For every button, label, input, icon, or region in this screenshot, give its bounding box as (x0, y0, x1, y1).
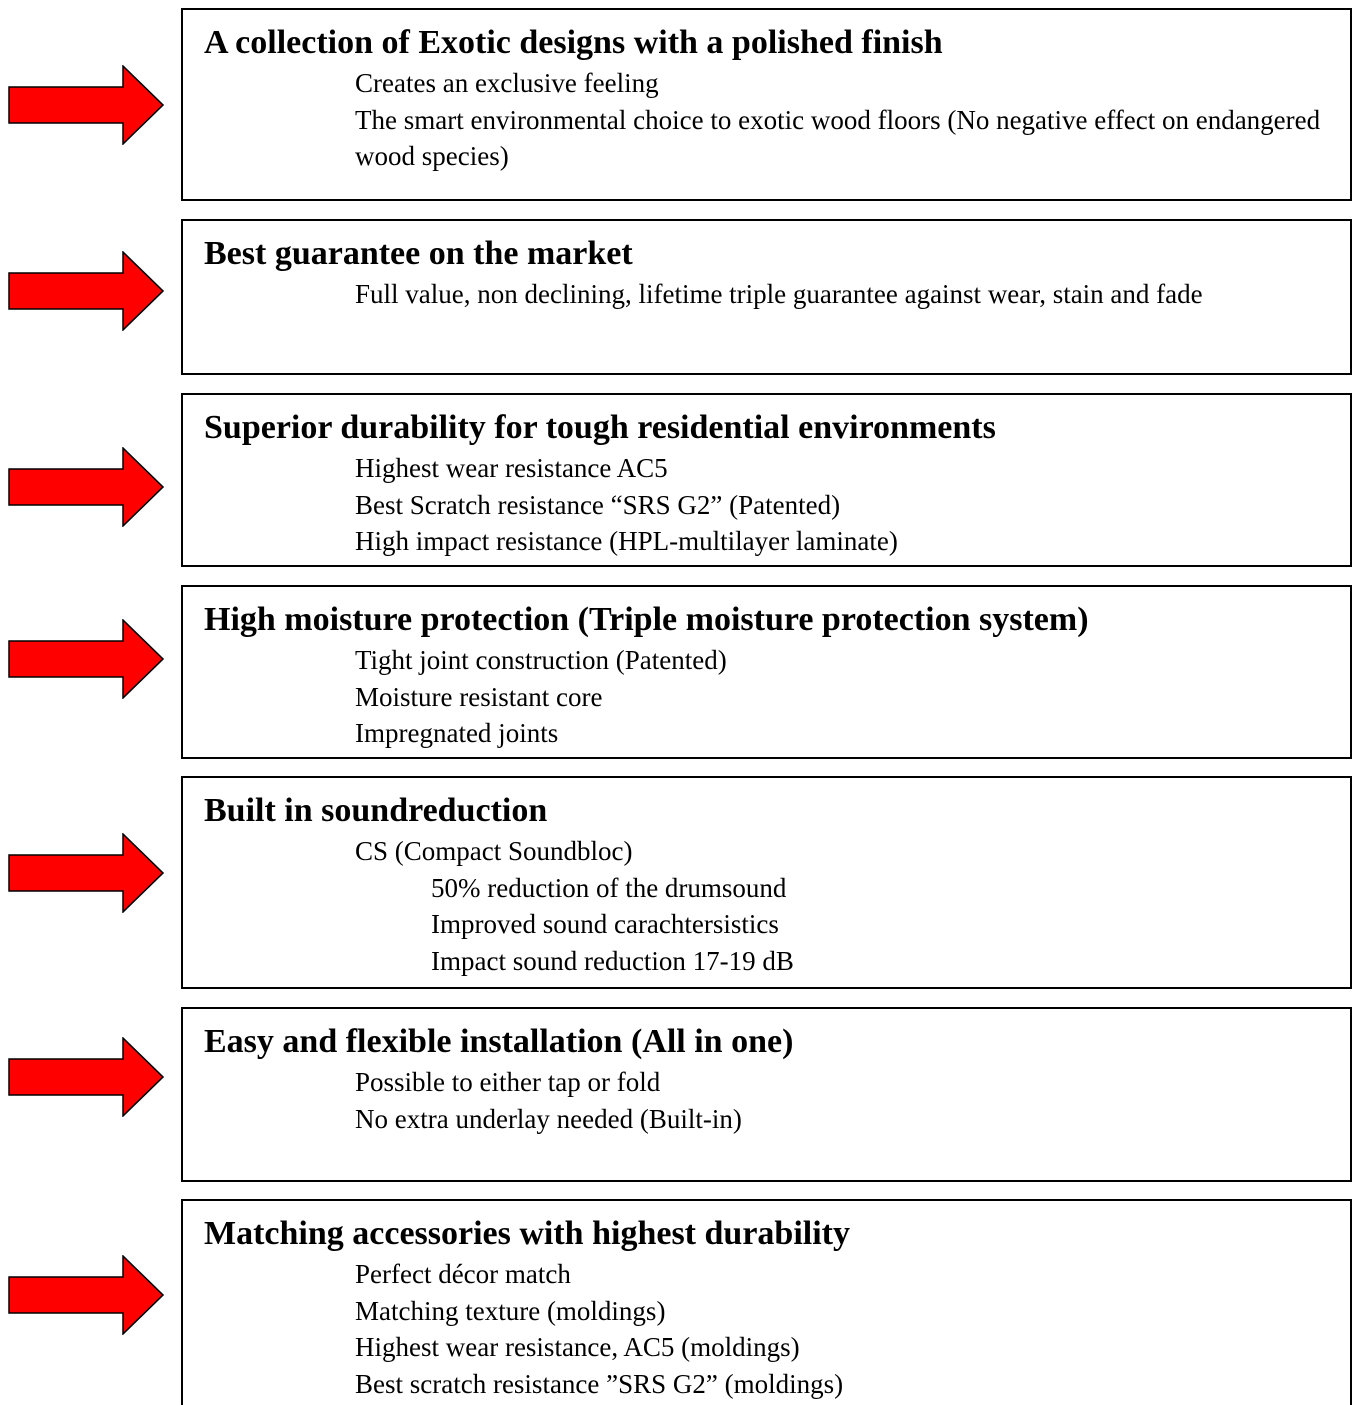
feature-box (181, 776, 1352, 989)
feature-heading: Matching accessories with highest durability (204, 1215, 850, 1252)
feature-heading: High moisture protection (Triple moisture protection system) (204, 601, 1089, 638)
right-arrow-icon (8, 833, 164, 913)
feature-item: Impregnated joints (355, 718, 559, 748)
right-arrow-icon (8, 251, 164, 331)
feature-subitem: Improved sound carachtersistics (431, 909, 779, 939)
feature-item: Highest wear resistance AC5 (355, 453, 668, 483)
feature-item: CS (Compact Soundbloc) (355, 836, 633, 866)
feature-item: Creates an exclusive feeling (355, 68, 659, 98)
feature-heading: Easy and flexible installation (All in one) (204, 1023, 794, 1060)
feature-item: Matching texture (moldings) (355, 1295, 666, 1326)
feature-item: No extra underlay needed (Built-in) (355, 1103, 742, 1134)
feature-box (181, 1199, 1352, 1405)
feature-item: Best Scratch resistance “SRS G2” (Patented) (355, 489, 841, 520)
right-arrow-icon (8, 619, 164, 699)
feature-item: Best scratch resistance ”SRS G2” (moldings) (355, 1368, 844, 1399)
feature-item: Perfect décor match (355, 1259, 571, 1289)
feature-item: Full value, non declining, lifetime triple guarantee against wear, stain and fade (355, 279, 1203, 309)
feature-box (181, 585, 1352, 759)
feature-heading: A collection of Exotic designs with a polished finish (204, 24, 943, 61)
feature-box (181, 8, 1352, 201)
feature-item: The smart environmental choice to exotic wood floors (No negative effect on endangered wood species) (355, 104, 1321, 171)
feature-item: High impact resistance (HPL-multilayer laminate) (355, 526, 898, 556)
feature-heading: Best guarantee on the market (204, 235, 633, 272)
feature-box (181, 393, 1352, 567)
feature-heading: Superior durability for tough residential environments (204, 409, 996, 446)
feature-item: Moisture resistant core (355, 681, 603, 712)
right-arrow-icon (8, 1037, 164, 1117)
right-arrow-icon (8, 447, 164, 527)
feature-box (181, 1007, 1352, 1182)
feature-item: Possible to either tap or fold (355, 1067, 661, 1097)
feature-heading: Built in soundreduction (204, 792, 548, 829)
right-arrow-icon (8, 1255, 164, 1335)
feature-box (181, 219, 1352, 375)
feature-item: Tight joint construction (Patented) (355, 645, 727, 675)
feature-subitem: 50% reduction of the drumsound (431, 872, 787, 903)
feature-item: Highest wear resistance, AC5 (moldings) (355, 1332, 800, 1362)
feature-subitem: Impact sound reduction 17-19 dB (431, 945, 794, 976)
right-arrow-icon (8, 65, 164, 145)
